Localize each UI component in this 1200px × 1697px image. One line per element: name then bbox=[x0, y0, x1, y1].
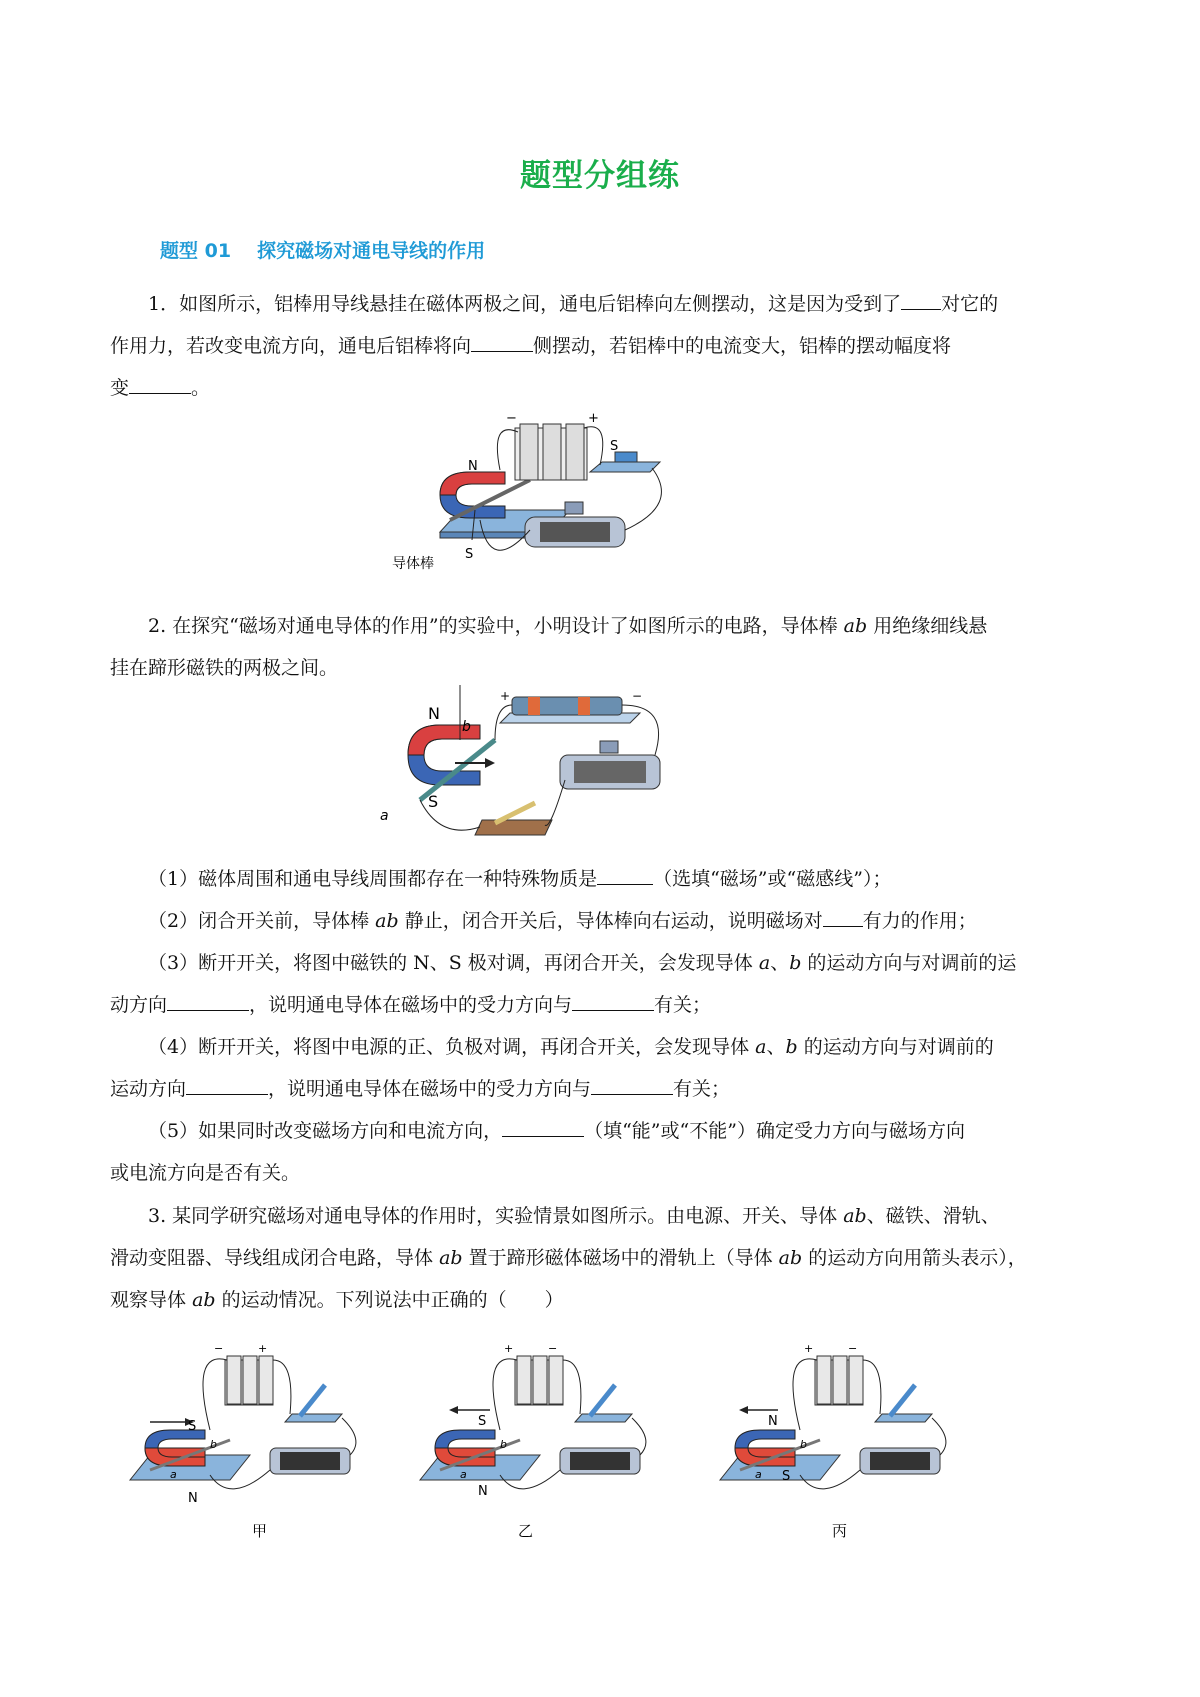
fig3-yi-bottom-pole: N bbox=[478, 1484, 488, 1499]
fig3-yi-plus: + bbox=[504, 1342, 514, 1355]
fig3-jia-caption: 甲 bbox=[252, 1522, 268, 1540]
fig3-jia-top-pole: S bbox=[188, 1419, 197, 1434]
figure-2-circuit bbox=[380, 685, 740, 855]
fig3-bing-caption: 丙 bbox=[832, 1522, 848, 1540]
q2-sub3: 动方向 bbox=[110, 994, 168, 1016]
q2-sub2: 有力的作用； bbox=[862, 910, 977, 932]
blank[interactable] bbox=[591, 1076, 673, 1095]
page-title: 题型分组练 bbox=[520, 158, 680, 194]
fig2-label-a: a bbox=[380, 808, 389, 824]
var-a: a bbox=[758, 952, 771, 974]
q1-text: 1．如图所示，铝棒用导线悬挂在磁体两极之间，通电后铝棒向左侧摆动，这是因为受到了 bbox=[148, 293, 902, 315]
blank[interactable] bbox=[572, 992, 654, 1011]
fig1-label-rod: 导体棒 bbox=[392, 556, 434, 572]
blank[interactable] bbox=[823, 908, 863, 927]
var-ab: ab bbox=[375, 910, 399, 932]
question-1 bbox=[110, 283, 1100, 409]
fig3-bing-a: a bbox=[755, 1468, 762, 1481]
fig3-bing-b: b bbox=[800, 1438, 807, 1451]
blank[interactable] bbox=[502, 1118, 584, 1137]
fig2-label-s: S bbox=[428, 792, 439, 811]
section-heading bbox=[160, 236, 485, 263]
q2-sub3: 的运动方向与对调前的运 bbox=[807, 952, 1017, 974]
q2-sub4: 有关； bbox=[673, 1078, 731, 1100]
var-ab: ab bbox=[843, 615, 868, 637]
q3-text: 的运动方向用箭头表示）， bbox=[808, 1247, 1027, 1269]
question-3 bbox=[110, 1195, 1100, 1321]
fig3-yi-b: b bbox=[500, 1438, 507, 1451]
q2-sub5: 或电流方向是否有关。 bbox=[110, 1162, 301, 1184]
var-ab: ab bbox=[778, 1247, 803, 1269]
q1-text: 变 bbox=[110, 377, 130, 399]
q2-sub3: ，说明通电导体在磁场中的受力方向与 bbox=[249, 994, 573, 1016]
fig3-jia-bottom-pole: N bbox=[188, 1491, 198, 1506]
section-name: 探究磁场对通电导线的作用 bbox=[257, 240, 486, 262]
fig3-yi-top-pole: S bbox=[478, 1414, 487, 1429]
q2-text: 2. 在探究“磁场对通电导体的作用”的实验中，小明设计了如图所示的电路，导体棒 bbox=[148, 615, 838, 637]
fig3-jia-minus: − bbox=[214, 1342, 224, 1355]
blank[interactable] bbox=[901, 291, 941, 310]
q2-sub3: 有关； bbox=[654, 994, 712, 1016]
fig3-bing-top-pole: N bbox=[768, 1414, 778, 1429]
q3-text: 滑动变阻器、导线组成闭合电路，导体 bbox=[110, 1247, 434, 1269]
fig2-label-n: N bbox=[428, 704, 440, 723]
figure-3-jia bbox=[130, 1342, 356, 1540]
q2-text: 用绝缘细线悬 bbox=[873, 615, 988, 637]
q3-text: 观察导体 bbox=[110, 1289, 187, 1311]
figure-3-set bbox=[130, 1330, 1070, 1550]
q2-sub3: （3）断开开关，将图中磁铁的 N、S 极对调，再闭合开关，会发现导体 bbox=[148, 952, 753, 974]
q2-sub2: 静止，闭合开关后，导体棒向右运动，说明磁场对 bbox=[404, 910, 823, 932]
q2-sub1: （选填“磁场”或“磁感线”）； bbox=[653, 868, 892, 890]
q3-text: 置于蹄形磁体磁场中的滑轨上（导体 bbox=[468, 1247, 773, 1269]
q2-text: 挂在蹄形磁铁的两极之间。 bbox=[110, 657, 339, 679]
var-ab: ab bbox=[192, 1289, 216, 1311]
fig3-yi-minus: − bbox=[548, 1342, 558, 1355]
q2-sub2: （2）闭合开关前，导体棒 bbox=[148, 910, 370, 932]
question-2 bbox=[110, 605, 1100, 689]
fig2-minus: − bbox=[632, 689, 643, 703]
blank[interactable] bbox=[186, 1076, 268, 1095]
q2-sub5: （填“能”或“不能”）确定受力方向与磁场方向 bbox=[584, 1120, 965, 1142]
fig1-plus: + bbox=[588, 411, 599, 426]
q2-sub4: （4）断开开关，将图中电源的正、负极对调，再闭合开关，会发现导体 bbox=[148, 1036, 750, 1058]
fig1-label-s: S bbox=[465, 547, 474, 562]
fig3-jia-plus: + bbox=[258, 1342, 268, 1355]
q3-text: 、磁铁、滑轨、 bbox=[866, 1205, 1000, 1227]
question-2-subparts bbox=[110, 858, 1100, 1194]
q2-sub4: 的运动方向与对调前的 bbox=[803, 1036, 994, 1058]
fig2-plus: + bbox=[500, 689, 511, 703]
q2-sub5: （5）如果同时改变磁场方向和电流方向， bbox=[148, 1120, 503, 1142]
q2-sub4: 运动方向 bbox=[110, 1078, 187, 1100]
fig1-label-switch: S bbox=[610, 439, 619, 454]
blank[interactable] bbox=[167, 992, 249, 1011]
fig3-yi-caption: 乙 bbox=[518, 1522, 534, 1540]
figure-3-yi bbox=[420, 1342, 646, 1540]
section-number: 题型 01 bbox=[160, 240, 232, 262]
q2-sub1: （1）磁体周围和通电导线周围都存在一种特殊物质是 bbox=[148, 868, 598, 890]
fig2-label-b: b bbox=[462, 719, 471, 735]
var-b: b bbox=[789, 952, 802, 974]
fig1-label-n: N bbox=[468, 459, 478, 474]
sep: 、 bbox=[766, 1036, 786, 1058]
var-b: b bbox=[785, 1036, 798, 1058]
sep: 、 bbox=[770, 952, 790, 974]
q3-text: 3. 某同学研究磁场对通电导体的作用时，实验情景如图所示。由电源、开关、导体 bbox=[148, 1205, 838, 1227]
fig3-bing-plus: + bbox=[804, 1342, 814, 1355]
fig3-yi-a: a bbox=[460, 1468, 467, 1481]
blank[interactable] bbox=[597, 866, 653, 885]
q1-text: 对它的 bbox=[941, 293, 999, 315]
blank[interactable] bbox=[471, 333, 533, 352]
q2-sub4: ，说明通电导体在磁场中的受力方向与 bbox=[268, 1078, 592, 1100]
figure-3-bing bbox=[720, 1342, 946, 1540]
fig3-bing-minus: − bbox=[848, 1342, 858, 1355]
var-ab: ab bbox=[439, 1247, 463, 1269]
fig3-bing-bottom-pole: S bbox=[782, 1469, 791, 1484]
q3-text: 的运动情况。下列说法中正确的（ ） bbox=[221, 1289, 564, 1311]
figure-1-circuit bbox=[392, 410, 740, 585]
q1-text: 作用力，若改变电流方向，通电后铝棒将向 bbox=[110, 335, 472, 357]
fig3-jia-b: b bbox=[210, 1438, 217, 1451]
fig3-jia-a: a bbox=[170, 1468, 177, 1481]
fig1-minus: − bbox=[506, 411, 517, 426]
q1-text: 。 bbox=[191, 377, 211, 399]
var-ab: ab bbox=[843, 1205, 867, 1227]
q1-text: 侧摆动，若铝棒中的电流变大，铝棒的摆动幅度将 bbox=[533, 335, 952, 357]
blank[interactable] bbox=[129, 375, 191, 394]
var-a: a bbox=[755, 1036, 767, 1058]
